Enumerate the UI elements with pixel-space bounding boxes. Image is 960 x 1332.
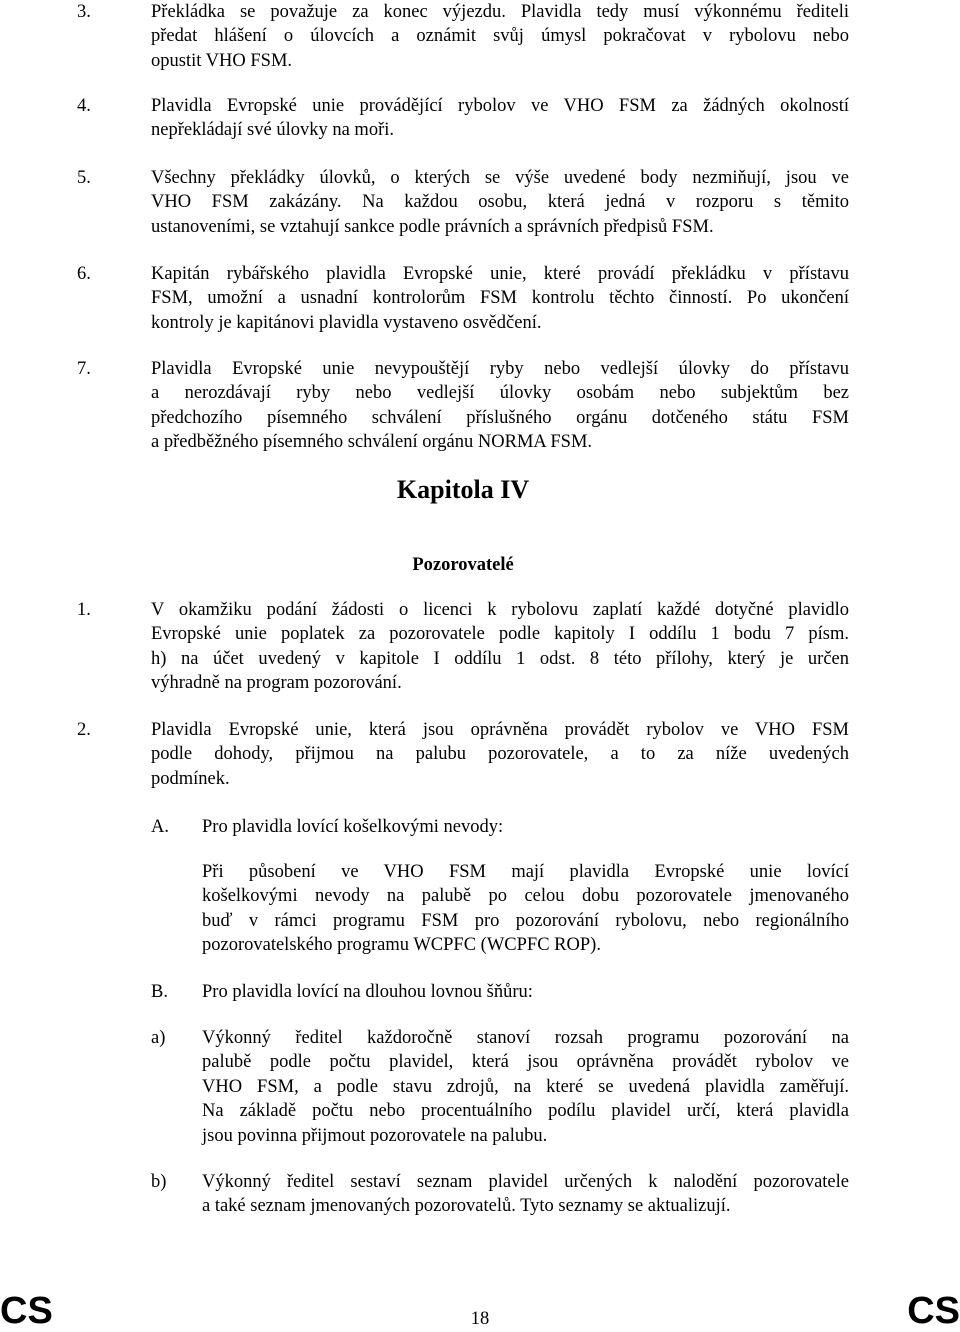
subsection-label: A. (151, 817, 169, 837)
subsection-body: Výkonný ředitel každoročně stanoví rozsah programu pozorování na palubě podle počtu plavidel, která jsou oprávněna provádět rybolov ve VHO FSM, a podle stavu zdrojů, na které se uvedená plavidla zaměřují. Na základě počtu nebo procentuálního podílu plavidel určí, která plavidla jsou povinna přijmout pozorovatele na palubu. (202, 1028, 849, 1146)
paragraph-text: Plavidla Evropské unie, která jsou oprávněna provádět rybolov ve VHO FSM podle dohody, přijmou na palubu pozorovatele, a to za níže uvedených podmínek. (151, 720, 849, 789)
paragraph-number: 3. (77, 2, 91, 22)
paragraph-number: 7. (77, 359, 91, 379)
subsection-label: b) (151, 1172, 167, 1192)
subsection-body: Při působení ve VHO FSM mají plavidla Evropské unie lovící košelkovými nevody na palubě po celou dobu pozorovatele jmenovaného buď v rámci programu FSM pro pozorování rybolovu, nebo regionálního pozorovatelského programu WCPFC (WCPFC ROP). (202, 862, 849, 956)
paragraph-text: Všechny překládky úlovků, o kterých se výše uvedené body nezmiňují, jsou ve VHO FSM zakázány. Na každou osobu, která jedná v rozporu s těmito ustanoveními, se vztahují sankce podle právních a správních předpisů FSM. (151, 168, 849, 237)
page-number: 18 (470, 1309, 490, 1329)
subsection-body: Výkonný ředitel sestaví seznam plavidel určených k nalodění pozorovatele a také seznam jmenovaných pozorovatelů. Tyto seznamy se aktualizují. (202, 1172, 849, 1217)
chapter-title: Kapitola IV (396, 475, 530, 504)
paragraph-text: V okamžiku podání žádosti o licenci k rybolovu zaplatí každé dotyčné plavidlo Evropské unie poplatek za pozorovatele podle kapitoly I oddílu 1 bodu 7 písm. h) na účet uvedený v kapitole I oddílu 1 odst. 8 této přílohy, který je určen výhradně na program pozorování. (151, 600, 849, 694)
section-title: Pozorovatelé (412, 555, 514, 575)
paragraph-number: 4. (77, 96, 91, 116)
subsection-label: a) (151, 1028, 166, 1048)
subsection-heading: Pro plavidla lovící košelkovými nevody: (202, 817, 504, 837)
paragraph-number: 6. (77, 264, 91, 284)
footer-language-left: CS (0, 1290, 53, 1332)
subsection-label: B. (151, 982, 168, 1002)
paragraph-text: Plavidla Evropské unie nevypouštějí ryby nebo vedlejší úlovky do přístavu a nerozdávají ryby nebo vedlejší úlovky osobám nebo subjektům bez předchozího písemného schválení příslušného orgánu dotčeného státu FSM a předběžného písemného schválení orgánu NORMA FSM. (151, 359, 849, 453)
paragraph-number: 2. (77, 720, 91, 740)
paragraph-text: Překládka se považuje za konec výjezdu. Plavidla tedy musí výkonnému řediteli předat hlášení o úlovcích a oznámit svůj úmysl pokračovat v rybolovu nebo opustit VHO FSM. (151, 2, 849, 71)
subsection-heading: Pro plavidla lovící na dlouhou lovnou šňůru: (202, 982, 533, 1002)
paragraph-text: Plavidla Evropské unie provádějící rybolov ve VHO FSM za žádných okolností nepřekládají své úlovky na moři. (151, 96, 849, 141)
paragraph-number: 1. (77, 600, 91, 620)
paragraph-number: 5. (77, 168, 91, 188)
paragraph-text: Kapitán rybářského plavidla Evropské unie, které provádí překládku v přístavu FSM, umožní a usnadní kontrolorům FSM kontrolu těchto činností. Po ukončení kontroly je kapitánovi plavidla vystaveno osvědčení. (151, 264, 849, 333)
footer-language-right: CS (907, 1290, 960, 1332)
